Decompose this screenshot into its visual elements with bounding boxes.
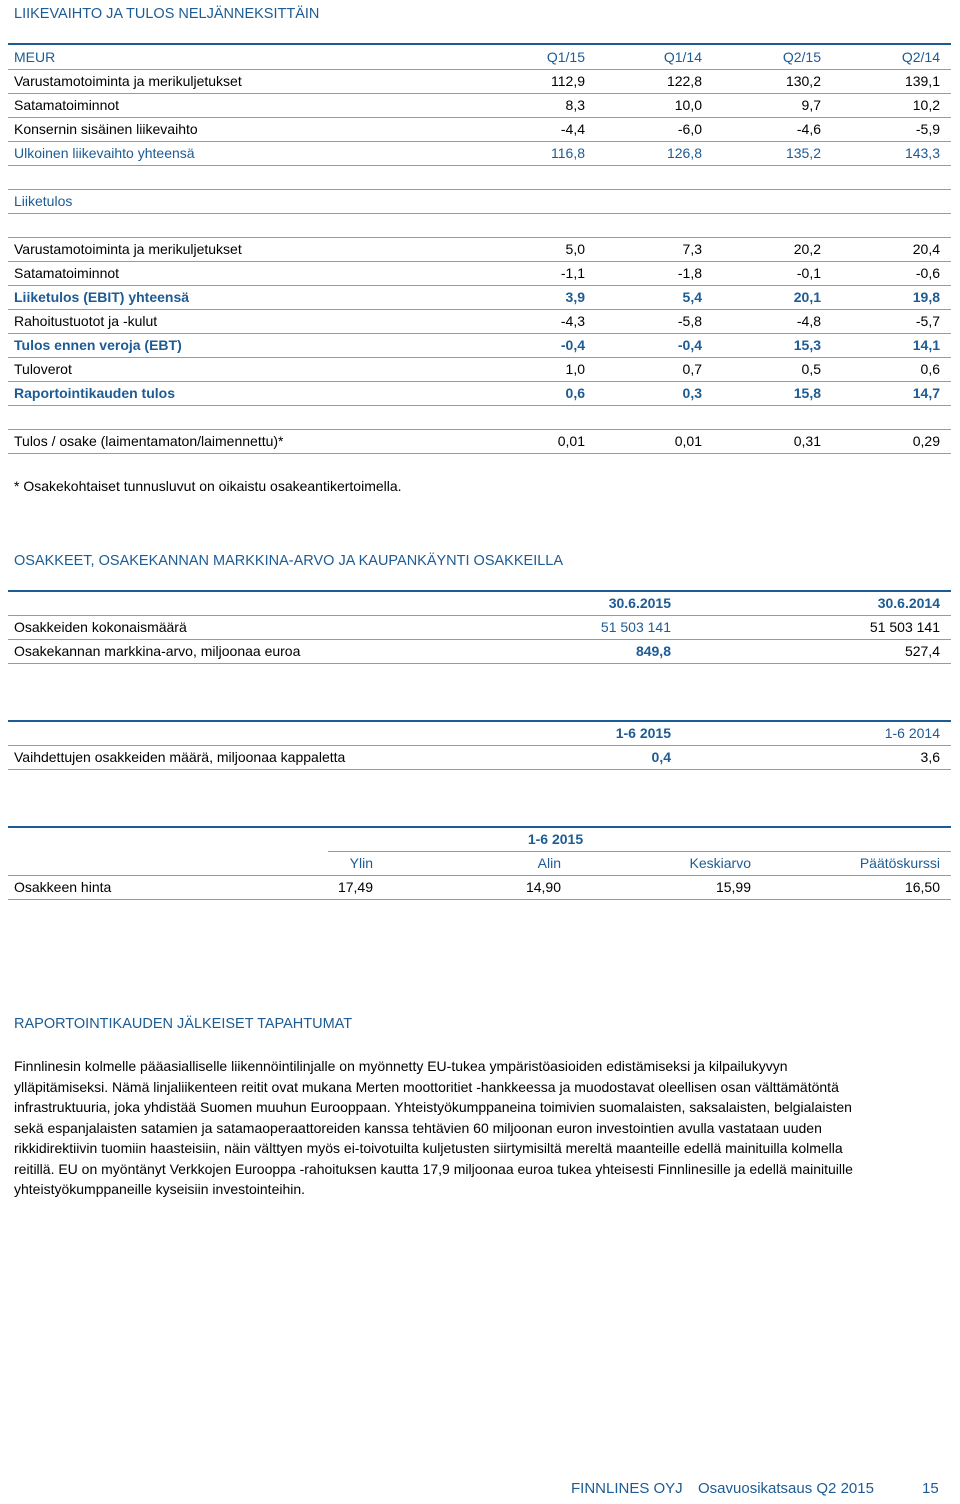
table-subheading (8, 189, 951, 213)
table-row (8, 357, 951, 381)
row-label: Tulos / osake (laimentamaton/laimennettu)* (14, 433, 284, 449)
cell: 122,8 (666, 73, 702, 89)
cell: -0,4 (560, 337, 585, 353)
cell: 0,6 (920, 361, 940, 377)
row-rule (8, 769, 951, 770)
row-label: Osakkeen hinta (14, 879, 112, 895)
cell: 14,7 (912, 385, 940, 401)
cell: 10,2 (912, 97, 940, 113)
row-label: Tulos ennen veroja (EBT) (14, 337, 182, 353)
table-header-row (8, 591, 951, 615)
header-date-2015: 30.6.2015 (608, 595, 671, 611)
row-label: Varustamotoiminta ja merikuljetukset (14, 241, 242, 257)
header-period-2014: 1-6 2014 (884, 725, 940, 741)
row-label: Liiketulos (14, 193, 73, 209)
cell: -1,8 (677, 265, 702, 281)
cell: -5,8 (677, 313, 702, 329)
table-row-total (8, 381, 951, 405)
table-row (8, 69, 951, 93)
cell: -4,6 (796, 121, 821, 137)
cell: 139,1 (904, 73, 940, 89)
cell: -4,3 (560, 313, 585, 329)
cell: -4,8 (796, 313, 821, 329)
events-paragraph (14, 1056, 949, 1200)
table-row (8, 93, 951, 117)
table-row (8, 237, 951, 261)
row-label: Liiketulos (EBIT) yhteensä (14, 289, 190, 305)
cell: 0,29 (912, 433, 940, 449)
header-average: Keskiarvo (689, 855, 751, 871)
cell: 14,90 (525, 879, 561, 895)
header-q1-15: Q1/15 (546, 49, 585, 65)
cell: 15,8 (793, 385, 821, 401)
cell: 126,8 (666, 145, 702, 161)
cell: 143,3 (904, 145, 940, 161)
cell: 527,4 (904, 643, 940, 659)
row-label: Tuloverot (14, 361, 72, 377)
cell: 15,3 (793, 337, 821, 353)
cell: -0,6 (915, 265, 940, 281)
table-row (8, 745, 951, 769)
paragraph-line: rikkidirektiivin tuomiin haasteisiin, näin välttyen myös ei-toivotuilta kuljetusten siirtymisiltä mereltä maanteille edellä mainituilla kolmella (14, 1140, 843, 1156)
table-row (8, 429, 951, 453)
cell: 51 503 141 (869, 619, 940, 635)
cell: -0,1 (796, 265, 821, 281)
row-label: Satamatoiminnot (14, 265, 120, 281)
table-header-row (8, 45, 951, 69)
shares-section-title: OSAKKEET, OSAKEKANNAN MARKKINA-ARVO JA KAUPANKÄYNTI OSAKKEILLA (14, 553, 564, 569)
paragraph-line: sekä espanjalaisten satamien ja satamaoperaattoreiden kanssa tehtävien 60 miljoonan euron investointien avulla vastataan uuden (14, 1119, 822, 1136)
row-rule (8, 899, 951, 900)
cell: 10,0 (674, 97, 702, 113)
row-label: Osakkeiden kokonaismäärä (14, 619, 187, 635)
cell: 130,2 (785, 73, 821, 89)
cell: 20,2 (793, 241, 821, 257)
table-row (8, 261, 951, 285)
cell: 112,9 (551, 73, 585, 89)
row-label: Satamatoiminnot (14, 97, 120, 113)
cell: 9,7 (801, 97, 821, 113)
header-q2-15: Q2/15 (782, 49, 821, 65)
cell: -4,4 (560, 121, 585, 137)
cell: 3,6 (920, 749, 940, 765)
cell: -1,1 (560, 265, 585, 281)
footer-company: FINNLINES OYJ (571, 1480, 683, 1497)
cell: 5,0 (565, 241, 585, 257)
cell: 0,3 (682, 385, 702, 401)
table-header-row (8, 721, 951, 745)
header-high: Ylin (349, 855, 373, 871)
cell: 116,8 (551, 145, 585, 161)
cell: 8,3 (565, 97, 585, 113)
cell: 0,31 (793, 433, 821, 449)
paragraph-line: ylläpitämiseksi. Nämä linjaliikenteen reitit ovat mukana Merten moottoritiet -hankkeessa ja muodostavat oleellisen osan välttämätöntä (14, 1078, 839, 1095)
table-row-total (8, 285, 951, 309)
table-row (8, 639, 951, 663)
paragraph-line: yhteistyökumppaneille kyseisiin investointeihin. (14, 1181, 306, 1197)
table-row-total (8, 333, 951, 357)
header-low: Alin (537, 855, 561, 871)
cell: 0,6 (565, 385, 585, 401)
table-row-total (8, 141, 951, 165)
table-row (8, 309, 951, 333)
header-q2-14: Q2/14 (901, 49, 940, 65)
table-period-row (8, 827, 951, 851)
paragraph-line: reitillä. EU on myöntänyt Verkkojen Eurooppa -rahoituksen kautta 17,9 miljoonaa euroa tukea yhteisesti Finnlinesille ja edellä mainituille (14, 1160, 853, 1177)
cell: 16,50 (904, 879, 940, 895)
events-section-title: RAPORTOINTIKAUDEN JÄLKEISET TAPAHTUMAT (14, 1016, 353, 1032)
table-row (8, 615, 951, 639)
cell: 0,5 (801, 361, 821, 377)
paragraph-line: infrastruktuuria, joka yhdistää Suomen muuhun Eurooppaan. Yhteistyökumppaneina toimivien suomalaisten, saksalaisten, belgialaisten (14, 1099, 852, 1115)
cell: -6,0 (677, 121, 702, 137)
table-row (8, 117, 951, 141)
row-label: Varustamotoiminta ja merikuljetukset (14, 73, 242, 89)
footnote: * Osakekohtaiset tunnusluvut on oikaistu osakeantikertoimella. (14, 478, 402, 494)
row-rule (8, 213, 951, 214)
cell: 51 503 141 (600, 619, 671, 635)
table-row (8, 875, 951, 899)
cell: 0,7 (682, 361, 702, 377)
cell: 20,1 (793, 289, 821, 305)
cell: 15,99 (715, 879, 751, 895)
header-q1-14: Q1/14 (663, 49, 702, 65)
header-date-2014: 30.6.2014 (877, 595, 940, 611)
cell: 5,4 (682, 289, 702, 305)
row-label: Osakekannan markkina-arvo, miljoonaa euroa (14, 643, 301, 659)
cell: 19,8 (912, 289, 940, 305)
cell: 3,9 (565, 289, 585, 305)
cell: 20,4 (912, 241, 940, 257)
cell: 0,01 (557, 433, 585, 449)
cell: 849,8 (635, 643, 671, 659)
row-rule (8, 405, 951, 406)
row-rule (8, 165, 951, 166)
row-rule (8, 453, 951, 454)
paragraph-line: Finnlinesin kolmelle pääasialliselle liikennöintilinjalle on myönnetty EU-tukea ympäristöasioiden edistämiseksi ja kilpailukyvyn (14, 1058, 788, 1074)
price-period: 1-6 2015 (527, 831, 584, 847)
cell: 135,2 (785, 145, 821, 161)
row-label: Vaihdettujen osakkeiden määrä, miljoonaa kappaletta (14, 749, 346, 765)
row-rule (8, 663, 951, 664)
cell: 1,0 (565, 361, 585, 377)
header-unit: MEUR (14, 49, 56, 65)
row-label: Raportointikauden tulos (14, 385, 175, 401)
cell: -0,4 (677, 337, 702, 353)
cell: 0,01 (674, 433, 702, 449)
cell: -5,7 (915, 313, 940, 329)
header-closing: Päätöskurssi (859, 855, 940, 871)
row-label: Ulkoinen liikevaihto yhteensä (14, 145, 195, 161)
footer-page-number: 15 (922, 1480, 939, 1497)
header-period-2015: 1-6 2015 (615, 725, 671, 741)
table-header-row (8, 851, 951, 875)
cell: 7,3 (682, 241, 702, 257)
cell: 17,49 (337, 879, 373, 895)
quarterly-section-title: LIIKEVAIHTO JA TULOS NELJÄNNEKSITTÄIN (14, 6, 320, 22)
footer-report: Osavuosikatsaus Q2 2015 (698, 1480, 874, 1497)
row-label: Rahoitustuotot ja -kulut (14, 313, 158, 329)
cell: -5,9 (915, 121, 940, 137)
row-label: Konsernin sisäinen liikevaihto (14, 121, 198, 137)
cell: 0,4 (651, 749, 671, 765)
cell: 14,1 (912, 337, 940, 353)
